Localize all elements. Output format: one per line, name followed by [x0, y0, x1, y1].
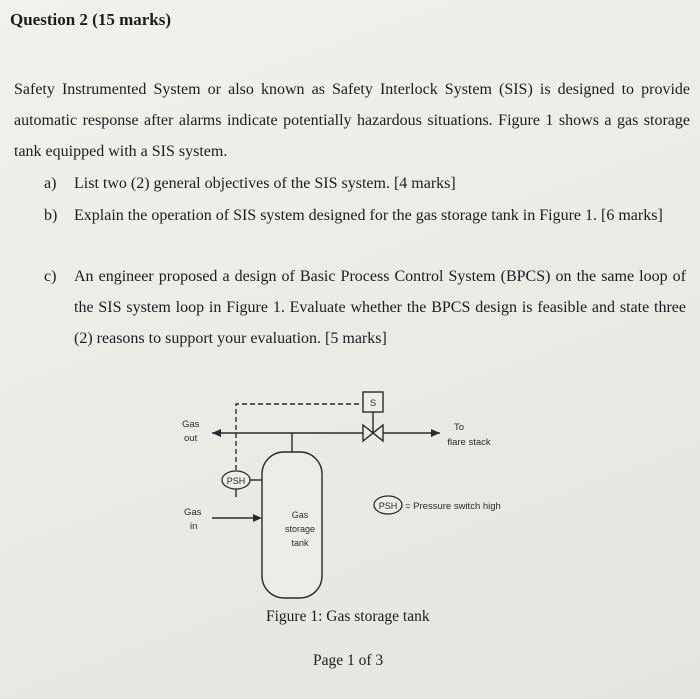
figure-caption: Figure 1: Gas storage tank — [266, 608, 430, 625]
gas-out-label-2: out — [184, 433, 198, 444]
question-a-label: a) — [44, 175, 57, 192]
question-c — [44, 261, 686, 354]
tank-label-3: tank — [291, 538, 309, 548]
gas-in-arrow — [253, 514, 262, 522]
intro-paragraph: Safety Instrumented System or also known as Safety Interlock System (SIS) is designed to provide automatic response after alarms indicate potentially hazardous situations. Figure 1 shows a gas storage tank equipped with a SIS system. — [14, 81, 690, 160]
psh-tag: PSH — [226, 476, 246, 486]
page-number: Page 1 of 3 — [313, 652, 384, 669]
tank-label-2: storage — [284, 524, 316, 534]
tank-label-1: Gas — [291, 510, 309, 520]
gas-storage-tank-diagram — [0, 370, 700, 600]
flare-label-2: flare stack — [447, 437, 491, 448]
question-b-label: b) — [44, 207, 58, 224]
legend-text: = Pressure switch high — [405, 501, 501, 512]
gas-in-label-1: Gas — [184, 507, 202, 518]
question-a — [44, 168, 634, 199]
question-b-text: Explain the operation of SIS system designed for the gas storage tank in Figure 1. [6 marks] — [74, 207, 663, 224]
legend-tag: PSH — [378, 501, 398, 511]
flare-label-1: To — [453, 422, 465, 433]
gas-in-label-2: in — [190, 521, 198, 532]
solenoid-tag: S — [369, 398, 377, 409]
flare-arrow — [431, 429, 440, 437]
question-c-label: c) — [44, 268, 57, 285]
question-c-text: An engineer proposed a design of Basic Process Control System (BPCS) on the same loop of the SIS system loop in Figure 1. Evaluate whether the BPCS design is feasible and state three (2) reasons to support your evaluation. [5 marks] — [74, 268, 686, 347]
gas-out-arrow — [212, 429, 221, 437]
gas-out-label-1: Gas — [182, 419, 200, 430]
question-b — [44, 200, 686, 231]
question-a-text: List two (2) general objectives of the SIS system. [4 marks] — [74, 175, 456, 192]
question-heading: Question 2 (15 marks) — [10, 10, 172, 29]
